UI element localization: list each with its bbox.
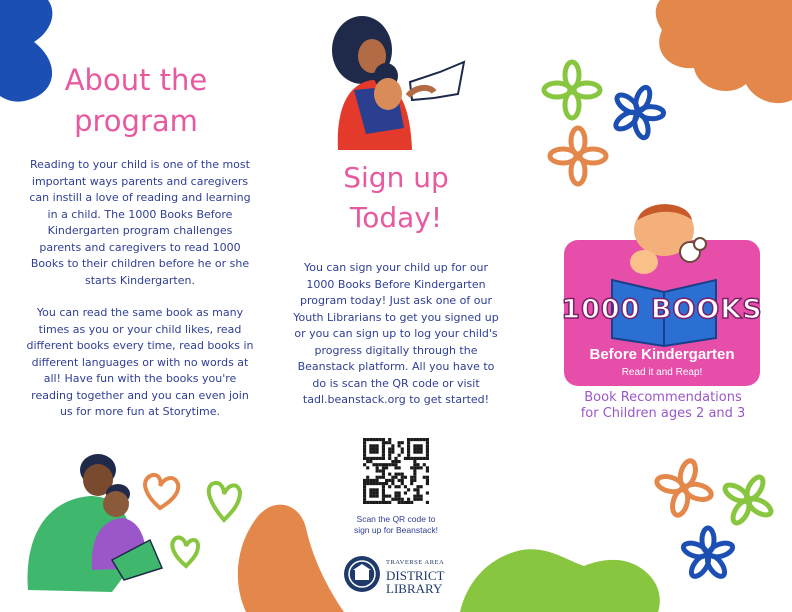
qr-module xyxy=(426,447,429,450)
qr-module xyxy=(369,447,372,450)
qr-module xyxy=(420,466,423,469)
qr-module xyxy=(388,454,391,457)
qr-module xyxy=(363,447,366,450)
qr-module xyxy=(407,444,410,447)
qr-module xyxy=(388,463,391,466)
qr-module xyxy=(398,485,401,488)
qr-module xyxy=(385,482,388,485)
qr-module xyxy=(372,444,375,447)
qr-module xyxy=(410,501,413,504)
qr-module xyxy=(401,451,404,454)
qr-module xyxy=(382,466,385,469)
qr-module xyxy=(398,466,401,469)
qr-module xyxy=(413,457,416,460)
qr-module xyxy=(413,466,416,469)
qr-module xyxy=(394,476,397,479)
qr-module xyxy=(366,482,369,485)
qr-module xyxy=(423,463,426,466)
qr-module xyxy=(388,479,391,482)
qr-module xyxy=(413,488,416,491)
signup-paragraph: You can sign your child up for our 1000 Books Before Kindergarten program today! Just ask one of our Youth Librarians to get you signed up or you can sign up to log your child's progress digitally through the Beanstack platform. All you have to do is scan the QR code or visit tadl.beanstack.org to get started! xyxy=(293,261,499,406)
qr-module xyxy=(366,476,369,479)
recommendations-label xyxy=(548,390,778,422)
qr-module xyxy=(416,488,419,491)
qr-module xyxy=(372,457,375,460)
qr-module xyxy=(394,498,397,501)
library-logo-line3: LIBRARY xyxy=(386,581,443,596)
qr-module xyxy=(413,495,416,498)
qr-module xyxy=(376,451,379,454)
mother-reading-illustration xyxy=(332,16,464,150)
qr-module xyxy=(388,501,391,504)
qr-module xyxy=(379,457,382,460)
qr-module xyxy=(407,457,410,460)
qr-module xyxy=(391,460,394,463)
recommendations-line2: for Children ages 2 and 3 xyxy=(580,406,746,421)
qr-module xyxy=(398,501,401,504)
qr-module xyxy=(385,441,388,444)
qr-module xyxy=(420,451,423,454)
qr-module xyxy=(369,457,372,460)
qr-module xyxy=(388,485,391,488)
qr-module xyxy=(372,488,375,491)
qr-module xyxy=(385,463,388,466)
about-heading-line2: program xyxy=(74,104,198,139)
flower-icon xyxy=(544,62,600,118)
qr-module xyxy=(391,479,394,482)
qr-module xyxy=(363,498,366,501)
qr-module xyxy=(398,441,401,444)
qr-module xyxy=(385,495,388,498)
qr-module xyxy=(413,463,416,466)
qr-module xyxy=(388,447,391,450)
qr-module xyxy=(410,482,413,485)
qr-module xyxy=(369,488,372,491)
qr-module xyxy=(426,444,429,447)
qr-module xyxy=(369,482,372,485)
qr-caption-line2: sign up for Beanstack! xyxy=(353,525,439,535)
qr-code xyxy=(363,438,429,504)
qr-module xyxy=(426,451,429,454)
qr-module xyxy=(404,491,407,494)
qr-module xyxy=(413,479,416,482)
qr-module xyxy=(407,454,410,457)
qr-module xyxy=(420,438,423,441)
qr-module xyxy=(394,457,397,460)
orange-blob-top-right xyxy=(656,0,792,103)
qr-module xyxy=(426,454,429,457)
qr-module xyxy=(407,488,410,491)
qr-module xyxy=(363,491,366,494)
qr-module xyxy=(410,457,413,460)
qr-module xyxy=(401,473,404,476)
qr-module xyxy=(376,438,379,441)
qr-module xyxy=(426,438,429,441)
qr-module xyxy=(388,451,391,454)
qr-module xyxy=(382,485,385,488)
qr-module xyxy=(401,482,404,485)
qr-module xyxy=(410,476,413,479)
qr-module xyxy=(379,469,382,472)
heart-icon xyxy=(172,538,198,566)
qr-module xyxy=(410,466,413,469)
qr-module xyxy=(416,457,419,460)
heart-icon xyxy=(145,475,178,508)
qr-module xyxy=(413,460,416,463)
about-paragraph-2: You can read the same book as many times as you or your child likes, read different books every time, read books in different languages or with no words at all! Have fun with the books you're reading together and you can even join us for more fun at Storytime. xyxy=(26,306,254,418)
qr-module xyxy=(423,476,426,479)
qr-module xyxy=(426,466,429,469)
qr-module xyxy=(363,482,366,485)
qr-module xyxy=(407,498,410,501)
qr-module xyxy=(407,451,410,454)
qr-module xyxy=(366,460,369,463)
qr-module xyxy=(382,444,385,447)
qr-module xyxy=(388,441,391,444)
qr-module xyxy=(363,495,366,498)
qr-module xyxy=(423,438,426,441)
qr-module xyxy=(372,479,375,482)
qr-module xyxy=(413,451,416,454)
qr-module xyxy=(401,441,404,444)
qr-module xyxy=(369,460,372,463)
signup-heading xyxy=(296,158,496,238)
qr-module xyxy=(372,438,375,441)
qr-module xyxy=(385,466,388,469)
flower-icon xyxy=(605,79,672,145)
qr-module xyxy=(407,441,410,444)
qr-module xyxy=(413,447,416,450)
qr-module xyxy=(413,438,416,441)
qr-module xyxy=(366,501,369,504)
qr-module xyxy=(376,488,379,491)
qr-module xyxy=(413,498,416,501)
qr-module xyxy=(376,491,379,494)
badge-tagline: Read it and Reap! xyxy=(621,367,703,378)
qr-module xyxy=(401,498,404,501)
about-heading xyxy=(36,60,236,142)
qr-module xyxy=(382,473,385,476)
signup-heading-line1: Sign up xyxy=(343,161,449,194)
qr-module xyxy=(369,444,372,447)
qr-module xyxy=(388,457,391,460)
qr-module xyxy=(410,479,413,482)
qr-module xyxy=(416,463,419,466)
flower-icon xyxy=(550,128,606,184)
qr-module xyxy=(382,438,385,441)
qr-module xyxy=(379,463,382,466)
qr-module xyxy=(416,491,419,494)
library-logo-line1: TRAVERSE AREA xyxy=(386,559,445,566)
qr-module xyxy=(416,438,419,441)
qr-module xyxy=(416,447,419,450)
qr-module xyxy=(379,438,382,441)
qr-module xyxy=(388,495,391,498)
qr-module xyxy=(382,482,385,485)
qr-module xyxy=(391,476,394,479)
qr-module xyxy=(391,498,394,501)
qr-module xyxy=(372,451,375,454)
qr-module xyxy=(369,495,372,498)
qr-module xyxy=(382,498,385,501)
qr-module xyxy=(394,473,397,476)
qr-module xyxy=(401,447,404,450)
qr-module xyxy=(420,447,423,450)
qr-module xyxy=(382,501,385,504)
qr-module xyxy=(404,476,407,479)
qr-module xyxy=(410,438,413,441)
qr-module xyxy=(416,495,419,498)
qr-module xyxy=(416,485,419,488)
qr-module xyxy=(363,457,366,460)
qr-module xyxy=(416,444,419,447)
library-logo xyxy=(386,556,466,595)
qr-module xyxy=(426,457,429,460)
qr-module xyxy=(382,488,385,491)
qr-module xyxy=(369,479,372,482)
qr-module xyxy=(379,501,382,504)
qr-module xyxy=(416,451,419,454)
green-blob-bottom xyxy=(460,549,660,612)
qr-module xyxy=(369,451,372,454)
qr-module xyxy=(407,438,410,441)
qr-module xyxy=(382,457,385,460)
qr-module xyxy=(423,457,426,460)
qr-module xyxy=(363,463,366,466)
qr-module xyxy=(413,444,416,447)
qr-module xyxy=(376,457,379,460)
qr-module xyxy=(382,495,385,498)
qr-module xyxy=(376,469,379,472)
qr-module xyxy=(372,491,375,494)
qr-module xyxy=(391,444,394,447)
qr-module xyxy=(420,457,423,460)
qr-module xyxy=(413,476,416,479)
qr-module xyxy=(382,476,385,479)
qr-module xyxy=(426,476,429,479)
qr-module xyxy=(363,441,366,444)
qr-module xyxy=(382,451,385,454)
qr-module xyxy=(363,444,366,447)
qr-module xyxy=(385,479,388,482)
qr-module xyxy=(376,482,379,485)
qr-module xyxy=(398,454,401,457)
qr-module xyxy=(420,495,423,498)
qr-module xyxy=(369,491,372,494)
qr-module xyxy=(426,491,429,494)
qr-module xyxy=(379,476,382,479)
qr-module xyxy=(363,485,366,488)
qr-module xyxy=(382,491,385,494)
qr-module xyxy=(401,479,404,482)
signup-heading-line2: Today! xyxy=(349,200,443,234)
about-paragraph-1: Reading to your child is one of the most important ways parents and caregivers can instill a love of reading and learning in a child. The 1000 Books Before Kindergarten program challenges parents and caregivers to read 1000 Books to their children before he or she starts Kindergarten. xyxy=(29,158,251,287)
qr-module xyxy=(372,501,375,504)
qr-module xyxy=(376,447,379,450)
qr-module xyxy=(372,463,375,466)
qr-module xyxy=(401,476,404,479)
qr-module xyxy=(420,444,423,447)
recommendations-line1: Book Recommendations xyxy=(584,390,742,405)
qr-module xyxy=(398,479,401,482)
qr-module xyxy=(366,466,369,469)
qr-module xyxy=(398,491,401,494)
qr-module xyxy=(426,482,429,485)
qr-module xyxy=(372,482,375,485)
qr-module xyxy=(363,438,366,441)
qr-module xyxy=(363,451,366,454)
qr-caption-line1: Scan the QR code to xyxy=(356,514,436,524)
qr-module xyxy=(382,447,385,450)
qr-module xyxy=(398,460,401,463)
qr-module xyxy=(413,469,416,472)
qr-module xyxy=(394,463,397,466)
qr-module xyxy=(407,447,410,450)
qr-module xyxy=(391,482,394,485)
qr-module xyxy=(394,491,397,494)
qr-module xyxy=(382,463,385,466)
qr-module xyxy=(398,498,401,501)
qr-module xyxy=(413,473,416,476)
qr-module xyxy=(382,469,385,472)
father-child-illustration xyxy=(28,454,162,592)
flower-icon xyxy=(682,528,735,579)
qr-module xyxy=(420,498,423,501)
qr-module xyxy=(398,473,401,476)
qr-module xyxy=(366,438,369,441)
qr-module xyxy=(369,501,372,504)
qr-module xyxy=(388,473,391,476)
qr-module xyxy=(420,485,423,488)
qr-module xyxy=(366,457,369,460)
qr-module xyxy=(382,454,385,457)
qr-module xyxy=(426,469,429,472)
qr-caption xyxy=(316,514,476,536)
heart-icon xyxy=(209,483,240,520)
qr-module xyxy=(398,444,401,447)
qr-module xyxy=(363,454,366,457)
qr-module xyxy=(376,466,379,469)
qr-module xyxy=(401,501,404,504)
qr-module xyxy=(407,501,410,504)
library-logo-icon xyxy=(344,556,380,592)
qr-module xyxy=(416,466,419,469)
qr-module xyxy=(376,495,379,498)
qr-module xyxy=(404,501,407,504)
qr-module xyxy=(416,498,419,501)
qr-module xyxy=(426,479,429,482)
qr-module xyxy=(376,479,379,482)
qr-module xyxy=(366,479,369,482)
badge-title: 1000 BOOKS xyxy=(561,294,763,325)
qr-module xyxy=(394,495,397,498)
qr-module xyxy=(394,485,397,488)
qr-module xyxy=(369,438,372,441)
qr-module xyxy=(372,447,375,450)
qr-module xyxy=(379,482,382,485)
qr-module xyxy=(363,501,366,504)
badge-subtitle: Before Kindergarten xyxy=(589,346,735,363)
qr-module xyxy=(376,501,379,504)
qr-module xyxy=(426,441,429,444)
flower-icon xyxy=(712,464,783,535)
qr-module xyxy=(372,495,375,498)
qr-module xyxy=(382,441,385,444)
qr-module xyxy=(363,479,366,482)
qr-module xyxy=(391,447,394,450)
library-logo-line2: DISTRICT xyxy=(386,568,445,583)
about-heading-line1: About the xyxy=(64,63,208,97)
qr-module xyxy=(385,501,388,504)
qr-module xyxy=(394,460,397,463)
qr-module xyxy=(388,438,391,441)
qr-module xyxy=(391,463,394,466)
qr-module xyxy=(376,444,379,447)
qr-module xyxy=(404,485,407,488)
qr-module xyxy=(398,495,401,498)
qr-module xyxy=(376,476,379,479)
qr-module xyxy=(363,488,366,491)
qr-module xyxy=(404,457,407,460)
qr-module xyxy=(426,501,429,504)
qr-module xyxy=(394,466,397,469)
qr-module xyxy=(376,463,379,466)
qr-module xyxy=(391,451,394,454)
flower-icon xyxy=(650,454,719,523)
